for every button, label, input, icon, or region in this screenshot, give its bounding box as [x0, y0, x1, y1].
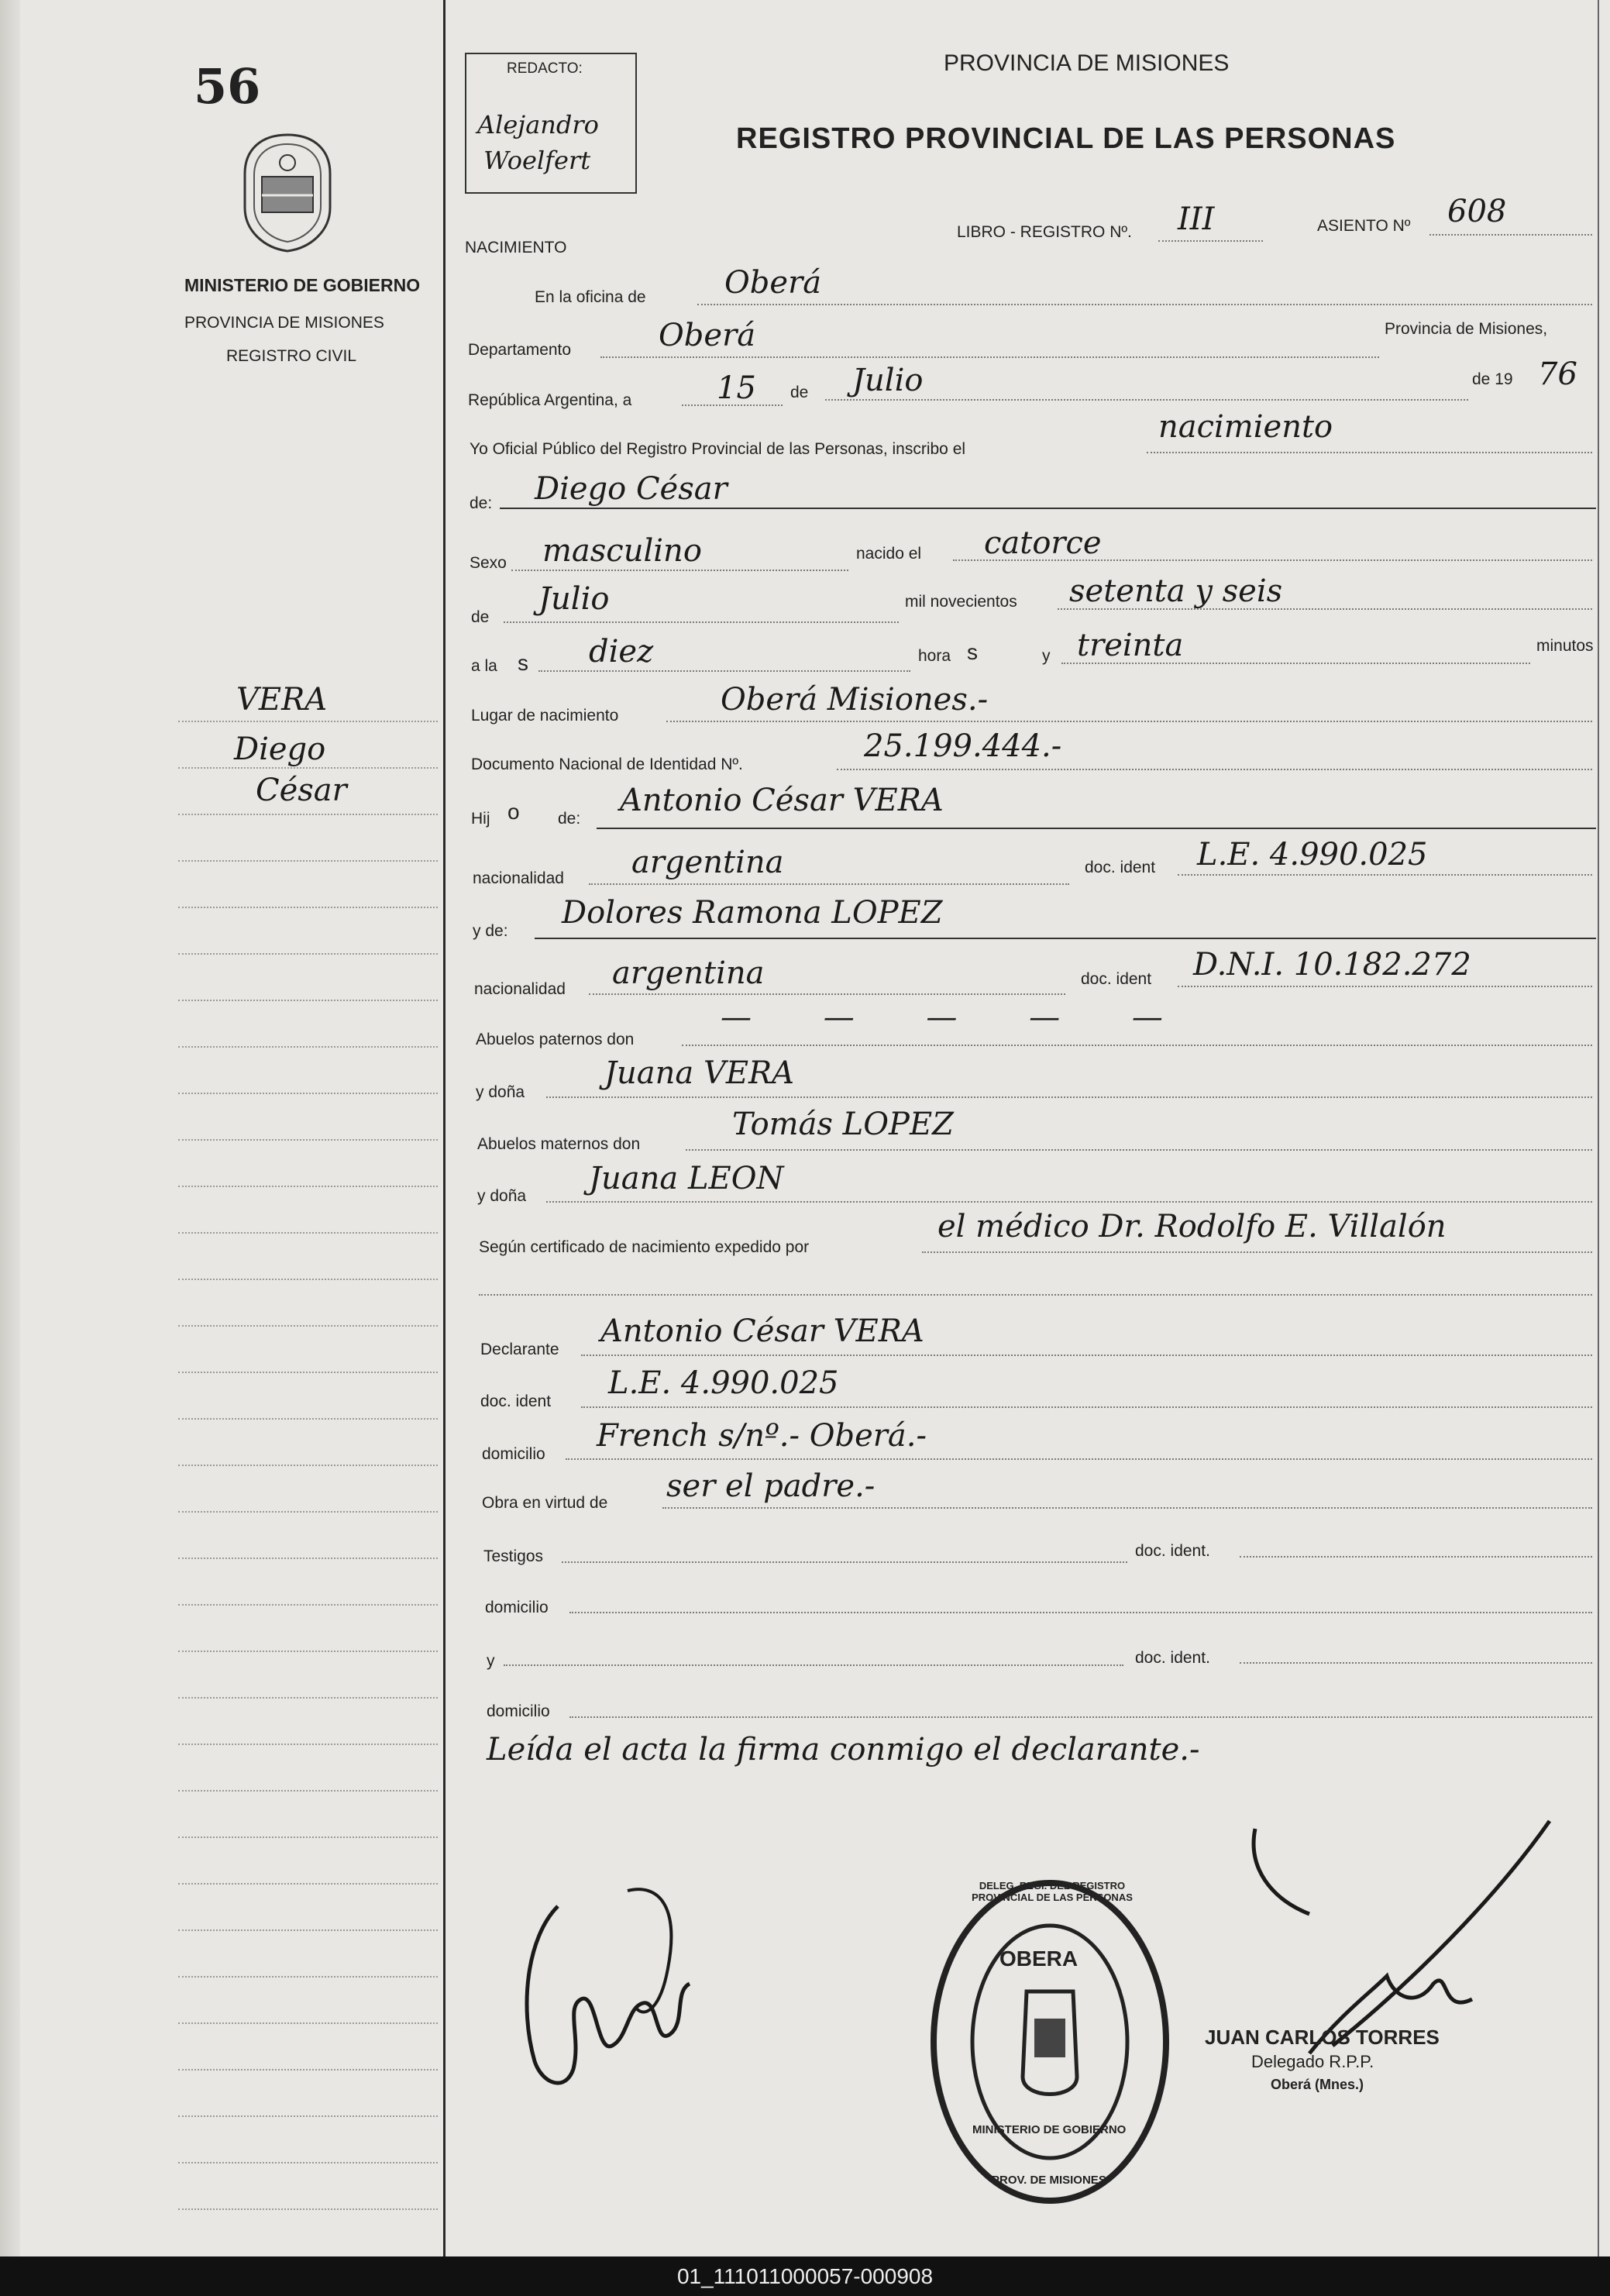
redacto-box: [465, 53, 637, 194]
de-label-2: de: [471, 608, 490, 626]
de-label-1: de: [790, 384, 809, 401]
stamp-emblem-icon: [926, 1875, 1174, 2208]
margin-name-2: César: [256, 773, 347, 808]
de-label-nombre: de:: [470, 494, 493, 512]
asiento-label: ASIENTO Nº: [1317, 217, 1411, 235]
y-label: y: [1042, 647, 1051, 665]
mes-value: Julio: [852, 363, 924, 398]
nacionalidad-label-2: nacionalidad: [474, 980, 566, 998]
departamento-label: Departamento: [468, 341, 572, 359]
official-stamp: [926, 1875, 1174, 2208]
header-province: PROVINCIA DE MISIONES: [944, 50, 1230, 76]
doc-label-1: doc. ident: [1085, 859, 1156, 876]
sexo-label: Sexo: [470, 554, 507, 572]
libro-value: III: [1178, 201, 1215, 237]
stamp-city: OBERA: [999, 1947, 1078, 1971]
nacido-label: nacido el: [856, 545, 922, 563]
stamp-ministry: MINISTERIO DE GOBIERNO: [972, 2123, 1127, 2136]
domicilio-label-3: domicilio: [487, 1702, 550, 1720]
file-id-bar: 01_111011000057-000908: [0, 2256, 1610, 2296]
ministry-title: MINISTERIO DE GOBIERNO: [184, 275, 421, 295]
anio-label: de 19: [1472, 370, 1513, 388]
page-binding: [0, 0, 20, 2256]
obra-value: ser el padre.-: [666, 1468, 876, 1504]
asiento-value: 608: [1447, 194, 1507, 229]
padre-value: Antonio César VERA: [620, 783, 944, 818]
nacido-value: catorce: [984, 525, 1102, 561]
obra-label: Obra en virtud de: [482, 1494, 608, 1512]
page-number: 56: [194, 58, 261, 115]
horas-label: hora: [918, 647, 951, 665]
padre-nac-value: argentina: [631, 845, 784, 880]
certificado-value: el médico Dr. Rodolfo E. Villalón: [937, 1209, 1447, 1244]
departamento-value: Oberá: [659, 318, 756, 353]
margin-surname: VERA: [236, 682, 328, 718]
domicilio-label-1: domicilio: [482, 1445, 545, 1463]
hijo-suffix: o: [507, 800, 520, 824]
dia-value: 15: [717, 370, 756, 406]
margin-divider: [443, 0, 446, 2256]
abuelo-materno: Tomás LOPEZ: [732, 1107, 954, 1142]
abuelos-paternos-don: — — — — —: [721, 1000, 1194, 1035]
ala-label: a la: [471, 657, 497, 675]
anio-value: 76: [1538, 356, 1577, 392]
inscribo-label: Yo Oficial Público del Registro Provincial de las Personas, inscribo el: [470, 440, 966, 458]
nombre-value: Diego César: [535, 471, 728, 507]
stamp-province: PROV. DE MISIONES: [992, 2174, 1106, 2187]
madre-doc-value: D.N.I. 10.182.272: [1193, 947, 1471, 983]
oficina-label: En la oficina de: [535, 288, 646, 306]
domicilio-label-2: domicilio: [485, 1599, 549, 1616]
hora-value: diez: [589, 634, 654, 670]
domicilio-value: French s/nº.- Oberá.-: [597, 1418, 927, 1454]
libro-label: LIBRO - REGISTRO Nº.: [957, 223, 1132, 241]
right-edge-line: [1598, 0, 1599, 2256]
margin-name-1: Diego: [234, 731, 326, 767]
testigos2-doc-label: doc. ident.: [1135, 1649, 1210, 1667]
mes-nac-value: Julio: [538, 581, 610, 617]
hijo-label: Hij: [471, 810, 490, 828]
redacto-line2: Woelfert: [483, 146, 591, 175]
madre-value: Dolores Ramona LOPEZ: [562, 895, 943, 931]
redacto-line1: Alejandro: [477, 110, 599, 139]
declarant-signature-icon: [511, 1875, 721, 2108]
minutos-label: minutos: [1536, 637, 1594, 655]
doc-label-2: doc. ident: [1081, 970, 1152, 988]
yde-label: y de:: [473, 922, 508, 940]
decl-doc-label: doc. ident: [480, 1392, 552, 1410]
record-type: NACIMIENTO: [465, 239, 567, 256]
declarante-value: Antonio César VERA: [600, 1313, 924, 1349]
de-label-3: de:: [558, 810, 581, 828]
ala-suffix: s: [518, 651, 528, 675]
anio-nac-value: setenta y seis: [1069, 573, 1283, 609]
mil-label: mil novecientos: [905, 593, 1017, 611]
dni-value: 25.199.444.-: [864, 728, 1062, 764]
ministry-registry: REGISTRO CIVIL: [226, 347, 357, 365]
padre-doc-value: L.E. 4.990.025: [1197, 837, 1428, 873]
abuela-materna: Juana LEON: [589, 1161, 784, 1196]
testigos-label: Testigos: [483, 1547, 544, 1565]
y-label-2: y: [487, 1652, 495, 1670]
certificado-label: Según certificado de nacimiento expedido por: [479, 1238, 810, 1256]
provincia-suffix: Provincia de Misiones,: [1385, 320, 1548, 338]
ydona-label-1: y doña: [476, 1083, 525, 1101]
official-name: JUAN CARLOS TORRES: [1205, 2026, 1440, 2049]
testigos-doc-label: doc. ident.: [1135, 1542, 1210, 1560]
lugar-value: Oberá Misiones.-: [721, 682, 989, 718]
stamp-text: DELEG. REGI. DEL REGISTRO PROVINCIAL DE LAS PERSONAS: [972, 1880, 1133, 1903]
oficina-value: Oberá: [724, 265, 822, 301]
madre-nac-value: argentina: [612, 955, 765, 991]
provincial-seal-icon: [237, 130, 338, 254]
inscribo-value: nacimiento: [1158, 409, 1333, 445]
abuela-paterna: Juana VERA: [604, 1055, 795, 1091]
republica-label: República Argentina, a: [468, 391, 632, 409]
abuelos-maternos-label: Abuelos maternos don: [477, 1135, 641, 1153]
declarante-label: Declarante: [480, 1341, 559, 1358]
nacionalidad-label-1: nacionalidad: [473, 869, 564, 887]
header-title: REGISTRO PROVINCIAL DE LAS PERSONAS: [736, 122, 1396, 155]
minutos-value: treinta: [1077, 628, 1184, 663]
ministry-province: PROVINCIA DE MISIONES: [184, 314, 384, 332]
sexo-value: masculino: [542, 533, 702, 569]
lugar-label: Lugar de nacimiento: [471, 707, 619, 725]
horas-suffix: s: [967, 640, 978, 664]
official-place: Oberá (Mnes.): [1271, 2077, 1364, 2092]
closing-statement: Leída el acta la firma conmigo el declarante.-: [487, 1732, 1200, 1768]
official-role: Delegado R.P.P.: [1251, 2052, 1374, 2071]
decl-doc-value: L.E. 4.990.025: [608, 1365, 839, 1401]
dni-label: Documento Nacional de Identidad Nº.: [471, 756, 743, 773]
redacto-label: REDACTO:: [507, 60, 583, 77]
abuelos-paternos-label: Abuelos paternos don: [476, 1031, 635, 1048]
ydona-label-2: y doña: [477, 1187, 527, 1205]
